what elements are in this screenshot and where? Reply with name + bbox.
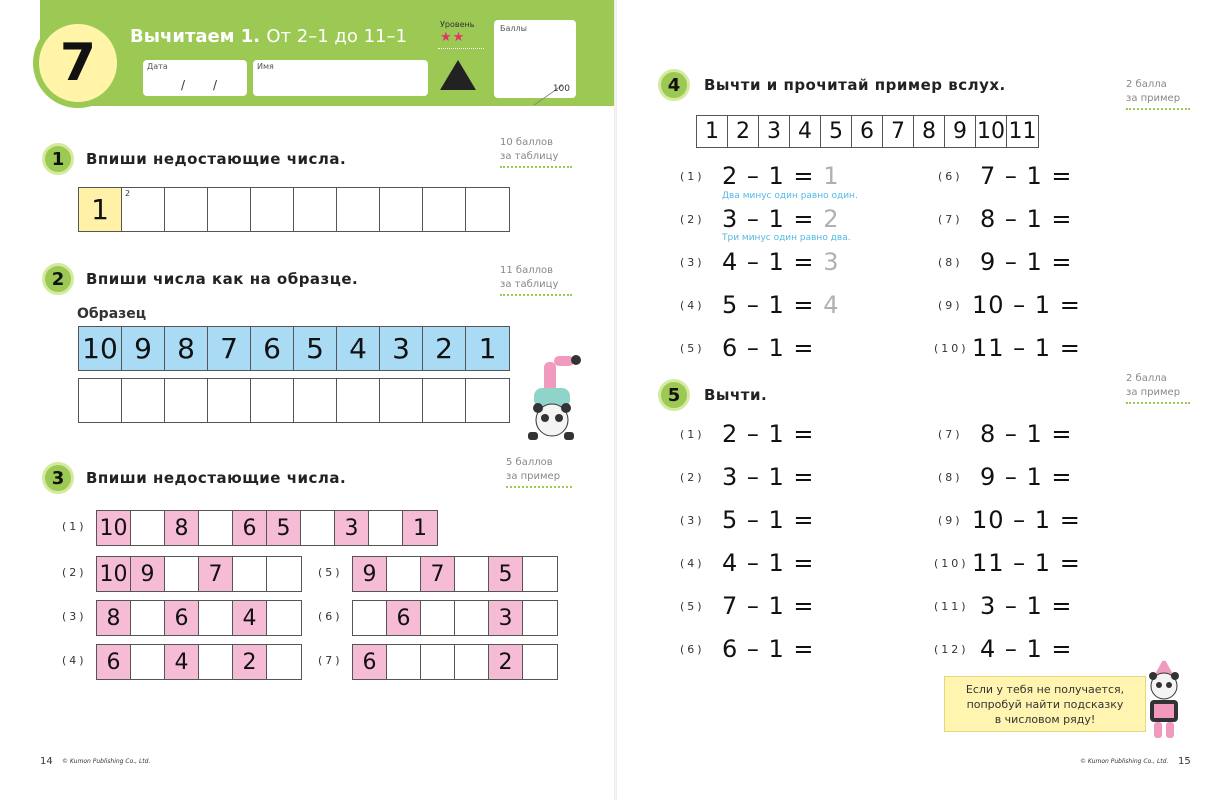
grid-cell-blank[interactable] <box>233 557 267 591</box>
page-gutter <box>614 0 617 800</box>
exercise-3-badge <box>42 462 74 494</box>
item-label: (6) <box>938 170 963 183</box>
sample-cell: 8 <box>165 327 208 370</box>
item-label: (6) <box>318 610 343 623</box>
exercise-3-number: 3 <box>51 467 65 489</box>
sample-cell: 1 <box>466 327 509 370</box>
date-slash-1: / <box>181 78 186 92</box>
exercise-3-points <box>506 456 572 488</box>
exercise-3-row-4 <box>96 644 302 680</box>
exercise-4-title: Вычти и прочитай пример вслух. <box>704 76 1006 94</box>
grid-cell-given: 2 <box>489 645 523 679</box>
grid-cell-blank[interactable] <box>251 188 294 231</box>
equation[interactable]: 3 – 1 = <box>722 463 815 491</box>
grid-cell-given: 4 <box>233 601 267 635</box>
exercise-2-points <box>500 264 572 296</box>
equation <box>722 291 839 319</box>
exercise-3-row-2 <box>96 556 302 592</box>
points-underline <box>1126 108 1190 110</box>
grid-cell-blank[interactable] <box>122 188 165 231</box>
hint-tip-box <box>944 676 1146 732</box>
grid-cell-blank[interactable] <box>337 188 380 231</box>
exercise-4-points <box>1126 78 1190 110</box>
grid-cell-given: 6 <box>97 645 131 679</box>
grid-cell-blank[interactable] <box>294 379 337 422</box>
grid-cell-given: 9 <box>353 557 387 591</box>
grid-cell-blank[interactable] <box>199 511 233 545</box>
page-title <box>130 26 407 47</box>
item-label: (3) <box>680 514 705 527</box>
equation-answer: 1 <box>823 162 840 190</box>
grid-cell-blank[interactable] <box>267 557 301 591</box>
points-unit: за пример <box>506 471 561 482</box>
grid-cell-given: 2 <box>233 645 267 679</box>
grid-cell-blank[interactable] <box>455 601 489 635</box>
grid-cell-given: 10 <box>97 557 131 591</box>
equation[interactable]: 4 – 1 = <box>722 549 815 577</box>
sample-grid <box>78 326 510 371</box>
date-slash-2: / <box>213 78 218 92</box>
sample-cell: 2 <box>423 327 466 370</box>
grid-cell-blank[interactable] <box>131 601 165 635</box>
sample-cell: 4 <box>337 327 380 370</box>
exercise-1-points <box>500 136 572 168</box>
exercise-1-badge <box>42 143 74 175</box>
exercise-2-badge <box>42 263 74 295</box>
item-label: (2) <box>680 213 705 226</box>
exercise-3-title: Впиши недостающие числа. <box>86 469 347 487</box>
points-underline <box>506 486 572 488</box>
grid-cell-given: 8 <box>97 601 131 635</box>
grid-cell-blank[interactable] <box>466 188 509 231</box>
tip-line: Если у тебя не получается, <box>965 682 1125 696</box>
equation[interactable]: 5 – 1 = <box>722 506 815 534</box>
grid-cell-given: 1 <box>403 511 437 545</box>
page-number-left: 14 <box>40 756 53 767</box>
sample-cell: 6 <box>251 327 294 370</box>
exercise-5-title: Вычти. <box>704 386 768 404</box>
number-line <box>696 115 1039 148</box>
equation[interactable]: 10 – 1 = <box>972 291 1081 319</box>
points-value: 11 баллов <box>500 265 553 276</box>
item-label: (6) <box>680 643 705 656</box>
equation[interactable]: 7 – 1 = <box>722 592 815 620</box>
grid-cell-blank[interactable] <box>208 379 251 422</box>
grid-cell-blank[interactable] <box>380 379 423 422</box>
sample-cell: 5 <box>294 327 337 370</box>
grid-cell-given: 5 <box>267 511 301 545</box>
item-label: (7) <box>938 213 963 226</box>
page-number-right: 15 <box>1178 756 1191 767</box>
item-label: (1) <box>62 520 87 533</box>
number-line-cell: 6 <box>852 116 883 147</box>
equation[interactable]: 7 – 1 = <box>980 162 1073 190</box>
level-mountain-icon <box>440 60 476 90</box>
equation[interactable]: 10 – 1 = <box>972 506 1081 534</box>
grid-cell-given: 6 <box>387 601 421 635</box>
grid-cell-blank[interactable] <box>523 645 557 679</box>
item-label: (3) <box>62 610 87 623</box>
equation-answer: 3 <box>823 248 840 276</box>
equation[interactable]: 2 – 1 = <box>722 420 815 448</box>
exercise-2-answer-grid <box>78 378 510 423</box>
item-label: (4) <box>680 557 705 570</box>
grid-cell-blank[interactable] <box>79 379 122 422</box>
grid-cell-blank[interactable] <box>421 601 455 635</box>
hint-reading: Три минус один равно два. <box>722 233 851 243</box>
exercise-3-row-1 <box>96 510 438 546</box>
points-underline <box>1126 402 1190 404</box>
grid-cell-given: 6 <box>233 511 267 545</box>
grid-cell-given: 4 <box>165 645 199 679</box>
exercise-5-badge <box>658 379 690 411</box>
sample-cell: 10 <box>79 327 122 370</box>
panda-accordion-illustration <box>1140 656 1188 742</box>
equation[interactable]: 8 – 1 = <box>980 205 1073 233</box>
item-label: (7) <box>938 428 963 441</box>
points-value: 2 балла <box>1126 79 1167 90</box>
exercise-2-number: 2 <box>51 268 65 290</box>
tip-line: попробуй найти подсказку <box>966 697 1124 711</box>
points-value: 10 баллов <box>500 137 553 148</box>
level-stars-icon: ★★ <box>440 30 466 45</box>
item-label: (8) <box>938 256 963 269</box>
item-label: (12) <box>934 643 969 656</box>
points-underline <box>500 294 572 296</box>
sample-cell: 3 <box>380 327 423 370</box>
exercise-1-grid <box>78 187 510 232</box>
score-max: 100 <box>552 84 570 94</box>
grid-cell-blank[interactable] <box>208 188 251 231</box>
points-underline <box>500 166 572 168</box>
hint-tip-text <box>966 682 1124 727</box>
grid-cell-blank[interactable] <box>131 511 165 545</box>
equation-text: 3 – 1 = <box>722 205 815 233</box>
equation-text: 5 – 1 = <box>722 291 815 319</box>
grid-cell-blank[interactable] <box>380 188 423 231</box>
item-label: (1) <box>680 428 705 441</box>
hint-reading: Два минус один равно один. <box>722 191 858 201</box>
grid-cell-blank[interactable] <box>455 557 489 591</box>
grid-cell-given: 7 <box>421 557 455 591</box>
grid-cell-blank[interactable] <box>523 557 557 591</box>
item-label: (1) <box>680 170 705 183</box>
points-unit: за пример <box>1126 387 1181 398</box>
number-line-cell: 7 <box>883 116 914 147</box>
exercise-3-row-7 <box>352 644 558 680</box>
grid-cell-blank[interactable] <box>387 557 421 591</box>
level-divider <box>438 48 484 49</box>
lesson-number: 7 <box>59 33 97 93</box>
name-label: Имя <box>257 62 274 71</box>
grid-cell-blank[interactable] <box>369 511 403 545</box>
grid-cell-blank[interactable] <box>165 188 208 231</box>
item-label: (11) <box>934 600 969 613</box>
grid-cell-blank[interactable] <box>423 188 466 231</box>
panda-handstand-illustration <box>518 352 584 444</box>
exercise-5-number: 5 <box>667 384 681 406</box>
number-line-cell: 10 <box>976 116 1007 147</box>
exercise-3-row-5 <box>352 556 558 592</box>
exercise-1-title: Впиши недостающие числа. <box>86 150 347 168</box>
grid-cell-blank[interactable] <box>131 645 165 679</box>
item-label: (2) <box>680 471 705 484</box>
grid-cell-blank[interactable] <box>122 379 165 422</box>
date-field[interactable] <box>143 60 247 96</box>
exercise-4-number: 4 <box>667 74 681 96</box>
item-label: (5) <box>680 342 705 355</box>
grid-cell-blank[interactable] <box>165 379 208 422</box>
grid-cell-blank[interactable] <box>421 645 455 679</box>
equation[interactable]: 11 – 1 = <box>972 334 1081 362</box>
grid-cell-blank[interactable] <box>466 379 509 422</box>
grid-cell-given: 8 <box>165 511 199 545</box>
date-label: Дата <box>147 62 168 71</box>
points-unit: за таблицу <box>500 279 559 290</box>
exercise-4-badge <box>658 69 690 101</box>
equation <box>722 248 839 276</box>
grid-cell-blank[interactable] <box>523 601 557 635</box>
exercise-5-points <box>1126 372 1190 404</box>
exercise-3-row-6 <box>352 600 558 636</box>
grid-cell-blank[interactable] <box>387 645 421 679</box>
item-label: (9) <box>938 299 963 312</box>
exercise-3-row-3 <box>96 600 302 636</box>
item-label: (5) <box>680 600 705 613</box>
name-field[interactable] <box>253 60 428 96</box>
number-line-cell: 5 <box>821 116 852 147</box>
number-line-cell: 4 <box>790 116 821 147</box>
item-label: (4) <box>680 299 705 312</box>
grid-cell-blank[interactable] <box>165 557 199 591</box>
points-unit: за пример <box>1126 93 1181 104</box>
score-label: Баллы <box>500 24 527 33</box>
sample-label: Образец <box>77 306 147 322</box>
grid-cell-given: 6 <box>353 645 387 679</box>
number-line-cell: 3 <box>759 116 790 147</box>
equation[interactable]: 11 – 1 = <box>972 549 1081 577</box>
tip-line: в числовом ряду! <box>994 712 1096 726</box>
points-value: 2 балла <box>1126 373 1167 384</box>
grid-cell-blank[interactable] <box>301 511 335 545</box>
grid-cell-given: 7 <box>199 557 233 591</box>
grid-cell-blank[interactable] <box>455 645 489 679</box>
lesson-badge <box>33 18 123 108</box>
equation-answer: 2 <box>823 205 840 233</box>
item-label: (7) <box>318 654 343 667</box>
number-line-cell: 8 <box>914 116 945 147</box>
equation-answer: 4 <box>823 291 840 319</box>
points-unit: за таблицу <box>500 151 559 162</box>
level-label: Уровень <box>440 20 475 29</box>
item-label: (5) <box>318 566 343 579</box>
grid-cell-blank[interactable] <box>337 379 380 422</box>
equation[interactable]: 6 – 1 = <box>722 635 815 663</box>
equation[interactable]: 9 – 1 = <box>980 463 1073 491</box>
equation-text: 4 – 1 = <box>722 248 815 276</box>
sample-cell: 9 <box>122 327 165 370</box>
number-line-cell: 2 <box>728 116 759 147</box>
grid-cell-given: 6 <box>165 601 199 635</box>
item-label: (2) <box>62 566 87 579</box>
title-main: Вычитаем 1. <box>130 26 261 47</box>
exercise-1-number: 1 <box>51 148 65 170</box>
score-box[interactable] <box>494 20 576 98</box>
item-label: (3) <box>680 256 705 269</box>
title-sub: От 2–1 до 11–1 <box>266 26 407 47</box>
copyright-left: © Kumon Publishing Co., Ltd. <box>62 758 151 765</box>
item-label: (4) <box>62 654 87 667</box>
grid-cell-given: 3 <box>489 601 523 635</box>
equation-text: 2 – 1 = <box>722 162 815 190</box>
number-line-cell: 1 <box>697 116 728 147</box>
item-label: (9) <box>938 514 963 527</box>
grid-cell-given: 10 <box>97 511 131 545</box>
copyright-right: © Kumon Publishing Co., Ltd. <box>1080 758 1169 765</box>
grid-cell-blank[interactable] <box>251 379 294 422</box>
grid-cell-given: 3 <box>335 511 369 545</box>
grid-cell-blank[interactable] <box>353 601 387 635</box>
grid-cell-blank[interactable] <box>267 645 301 679</box>
hint-number: 2 <box>125 189 131 198</box>
points-value: 5 баллов <box>506 457 553 468</box>
item-label: (10) <box>934 557 969 570</box>
equation <box>722 205 839 233</box>
number-line-cell: 11 <box>1008 119 1037 144</box>
number-line-cell: 9 <box>945 116 976 147</box>
equation[interactable]: 8 – 1 = <box>980 420 1073 448</box>
grid-cell-blank[interactable] <box>267 601 301 635</box>
equation[interactable]: 6 – 1 = <box>722 334 815 362</box>
grid-cell-blank[interactable] <box>199 601 233 635</box>
exercise-2-title: Впиши числа как на образце. <box>86 270 359 288</box>
grid-cell-given: 5 <box>489 557 523 591</box>
grid-cell-given: 1 <box>79 188 122 231</box>
equation[interactable]: 3 – 1 = <box>980 592 1073 620</box>
item-label: (8) <box>938 471 963 484</box>
equation[interactable]: 9 – 1 = <box>980 248 1073 276</box>
equation <box>722 162 839 190</box>
item-label: (10) <box>934 342 969 355</box>
sample-cell: 7 <box>208 327 251 370</box>
grid-cell-given: 9 <box>131 557 165 591</box>
grid-cell-blank[interactable] <box>199 645 233 679</box>
equation[interactable]: 4 – 1 = <box>980 635 1073 663</box>
grid-cell-blank[interactable] <box>423 379 466 422</box>
grid-cell-blank[interactable] <box>294 188 337 231</box>
